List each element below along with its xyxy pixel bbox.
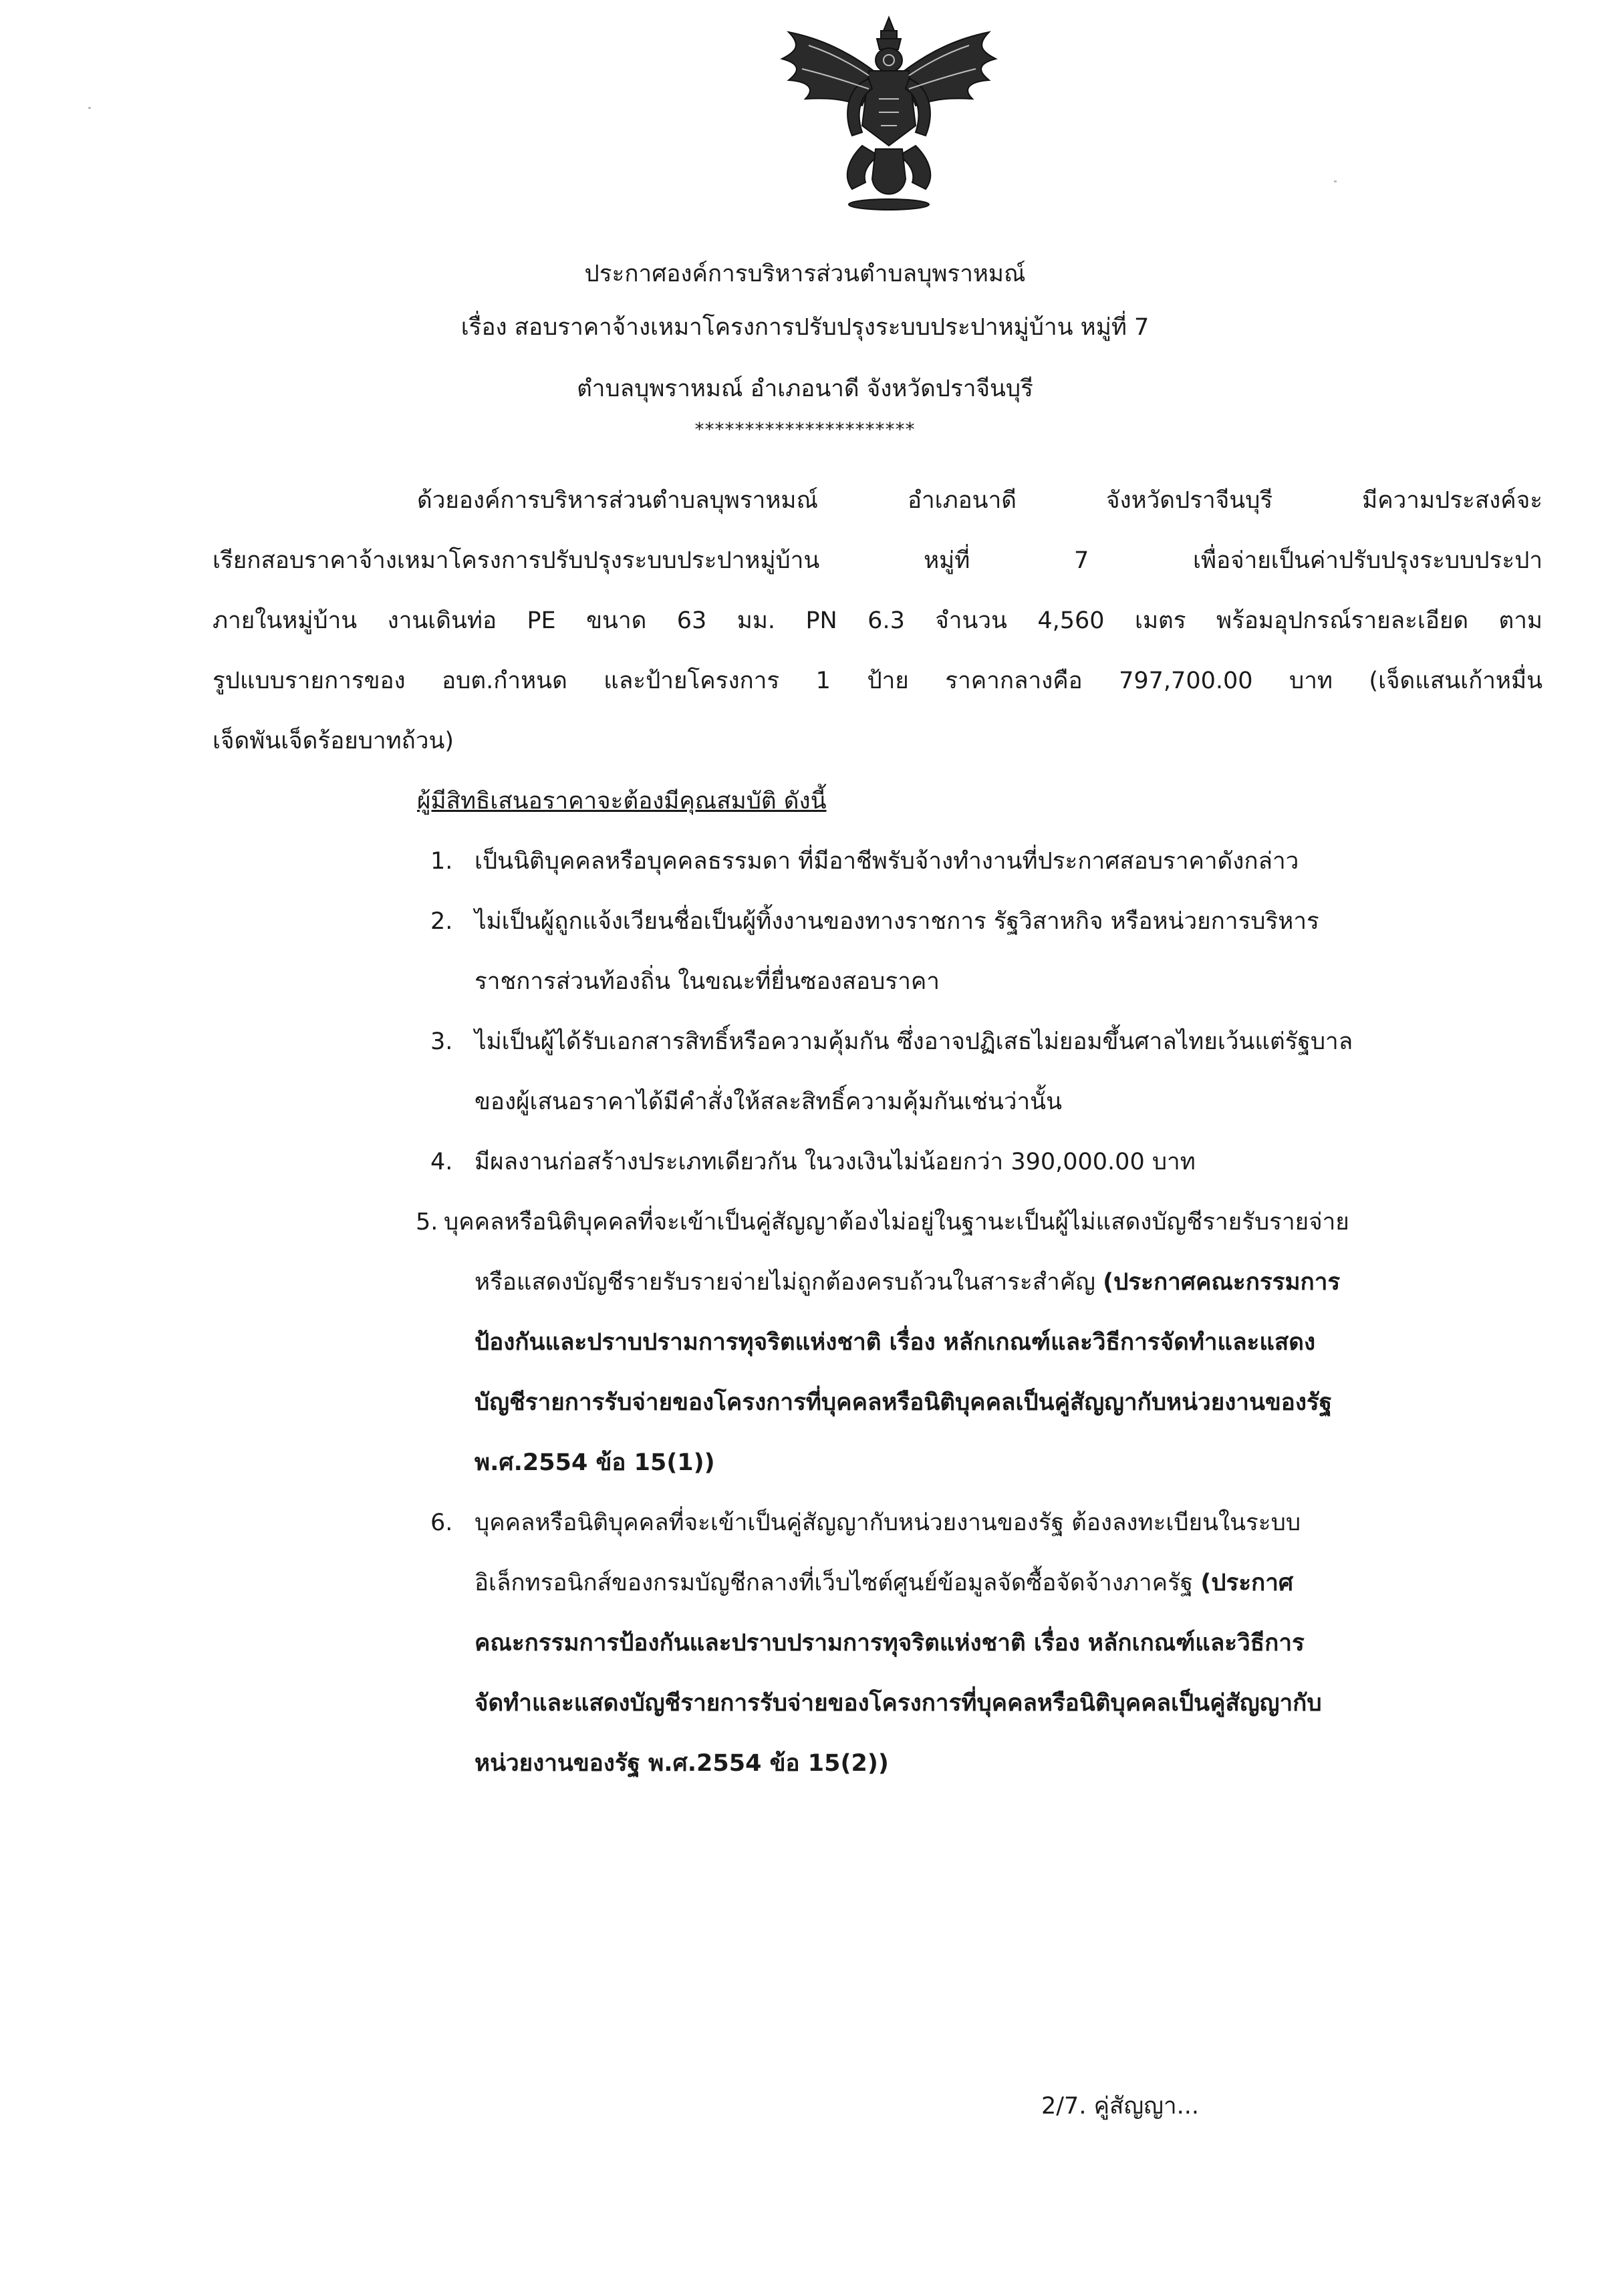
page-continuation: 2/7. คู่สัญญา... bbox=[1041, 2093, 1200, 2120]
item-number: 6. bbox=[430, 1510, 453, 1536]
list-item bbox=[213, 1012, 1542, 1072]
list-item bbox=[213, 1493, 1542, 1553]
regulation-reference: (ประกาศ bbox=[1200, 1570, 1294, 1596]
item-text-continued bbox=[213, 1252, 1542, 1312]
item-text: บุคคลหรือนิติบุคคลที่จะเข้าเป็นคู่สัญญากับหน่วยงานของรัฐ ต้องลงทะเบียนในระบบ bbox=[475, 1510, 1301, 1536]
regulation-reference: บัญชีรายการรับจ่ายของโครงการที่บุคคลหรือนิติบุคคลเป็นคู่สัญญากับหน่วยงานของรัฐ bbox=[475, 1389, 1333, 1416]
intro-line: เจ็ดพันเจ็ดร้อยบาทถ้วน) bbox=[213, 728, 454, 754]
list-item bbox=[213, 891, 1542, 952]
item-text: อิเล็กทรอนิกส์ของกรมบัญชีกลางที่เว็บไซต์ศูนย์ข้อมูลจัดซื้อจัดจ้างภาครัฐ bbox=[475, 1570, 1201, 1596]
item-text: หรือแสดงบัญชีรายรับรายจ่ายไม่ถูกต้องครบถ้วนในสาระสำคัญ bbox=[475, 1269, 1103, 1296]
list-item bbox=[213, 1132, 1542, 1192]
item-text-continued: ราชการส่วนท้องถิ่น ในขณะที่ยื่นซองสอบราคา bbox=[475, 968, 940, 995]
item-number: 5. bbox=[416, 1209, 438, 1236]
item-text: เป็นนิติบุคคลหรือบุคคลธรรมดา ที่มีอาชีพรับจ้างทำงานที่ประกาศสอบราคาดังกล่าว bbox=[475, 848, 1299, 875]
regulation-reference: พ.ศ.2554 ข้อ 15(1)) bbox=[475, 1449, 715, 1476]
list-item bbox=[213, 1192, 1542, 1252]
item-text-continued bbox=[213, 1553, 1542, 1613]
regulation-reference: หน่วยงานของรัฐ พ.ศ.2554 ข้อ 15(2)) bbox=[475, 1750, 889, 1777]
intro-line: ด้วยองค์การบริหารส่วนตำบลบุพราหมณ์ อำเภอนาดี จังหวัดปราจีนบุรี มีความประสงค์จะ bbox=[417, 487, 1542, 514]
intro-line: เรียกสอบราคาจ้างเหมาโครงการปรับปรุงระบบประปาหมู่บ้าน หมู่ที่ 7 เพื่อจ่ายเป็นค่าปรับปรุงระบบประปา bbox=[213, 547, 1542, 574]
separator-stars: ********************** bbox=[694, 418, 916, 440]
announcement-title: ประกาศองค์การบริหารส่วนตำบลบุพราหมณ์ bbox=[584, 261, 1026, 287]
item-number: 3. bbox=[430, 1028, 453, 1055]
scan-speck bbox=[88, 107, 91, 109]
intro-line: ภายในหมู่บ้าน งานเดินท่อ PE ขนาด 63 มม. PN 6.3 จำนวน 4,560 เมตร พร้อมอุปกรณ์รายละเอียด ตาม bbox=[213, 607, 1542, 634]
item-text: ไม่เป็นผู้ได้รับเอกสารสิทธิ์หรือความคุ้มกัน ซึ่งอาจปฏิเสธไม่ยอมขึ้นศาลไทยเว้นแต่รัฐบาล bbox=[475, 1028, 1353, 1055]
announcement-location: ตำบลบุพราหมณ์ อำเภอนาดี จังหวัดปราจีนบุรี bbox=[577, 376, 1033, 402]
regulation-reference: จัดทำและแสดงบัญชีรายการรับจ่ายของโครงการที่บุคคลหรือนิติบุคคลเป็นคู่สัญญากับ bbox=[475, 1690, 1322, 1717]
item-number: 1. bbox=[430, 848, 453, 875]
regulation-reference: ป้องกันและปราบปรามการทุจริตแห่งชาติ เรื่อง หลักเกณฑ์และวิธีการจัดทำและแสดง bbox=[475, 1329, 1316, 1356]
intro-line: รูปแบบรายการของ อบต.กำหนด และป้ายโครงการ 1 ป้าย ราคากลางคือ 797,700.00 บาท (เจ็ดแสนเก้าหมื่น bbox=[213, 668, 1542, 694]
item-text: ไม่เป็นผู้ถูกแจ้งเวียนชื่อเป็นผู้ทิ้งงานของทางราชการ รัฐวิสาหกิจ หรือหน่วยการบริหาร bbox=[475, 908, 1319, 935]
item-text: บุคคลหรือนิติบุคคลที่จะเข้าเป็นคู่สัญญาต้องไม่อยู่ในฐานะเป็นผู้ไม่แสดงบัญชีรายรับรายจ่าย bbox=[444, 1209, 1349, 1236]
garuda-emblem-icon bbox=[769, 12, 1009, 212]
regulation-reference: (ประกาศคณะกรรมการ bbox=[1103, 1269, 1341, 1296]
qualifications-heading: ผู้มีสิทธิเสนอราคาจะต้องมีคุณสมบัติ ดังนี้ bbox=[417, 788, 827, 815]
item-number: 2. bbox=[430, 908, 453, 935]
scan-speck bbox=[1334, 180, 1337, 182]
announcement-subject: เรื่อง สอบราคาจ้างเหมาโครงการปรับปรุงระบบประปาหมู่บ้าน หมู่ที่ 7 bbox=[460, 314, 1150, 341]
list-item bbox=[213, 831, 1542, 891]
announcement-body bbox=[213, 470, 1542, 1793]
regulation-reference: คณะกรรมการป้องกันและปราบปรามการทุจริตแห่งชาติ เรื่อง หลักเกณฑ์และวิธีการ bbox=[475, 1630, 1305, 1657]
item-text-continued: ของผู้เสนอราคาได้มีคำสั่งให้สละสิทธิ์ความคุ้มกันเช่นว่านั้น bbox=[475, 1089, 1063, 1115]
item-text: มีผลงานก่อสร้างประเภทเดียวกัน ในวงเงินไม่น้อยกว่า 390,000.00 บาท bbox=[475, 1149, 1196, 1175]
item-number: 4. bbox=[430, 1149, 453, 1175]
